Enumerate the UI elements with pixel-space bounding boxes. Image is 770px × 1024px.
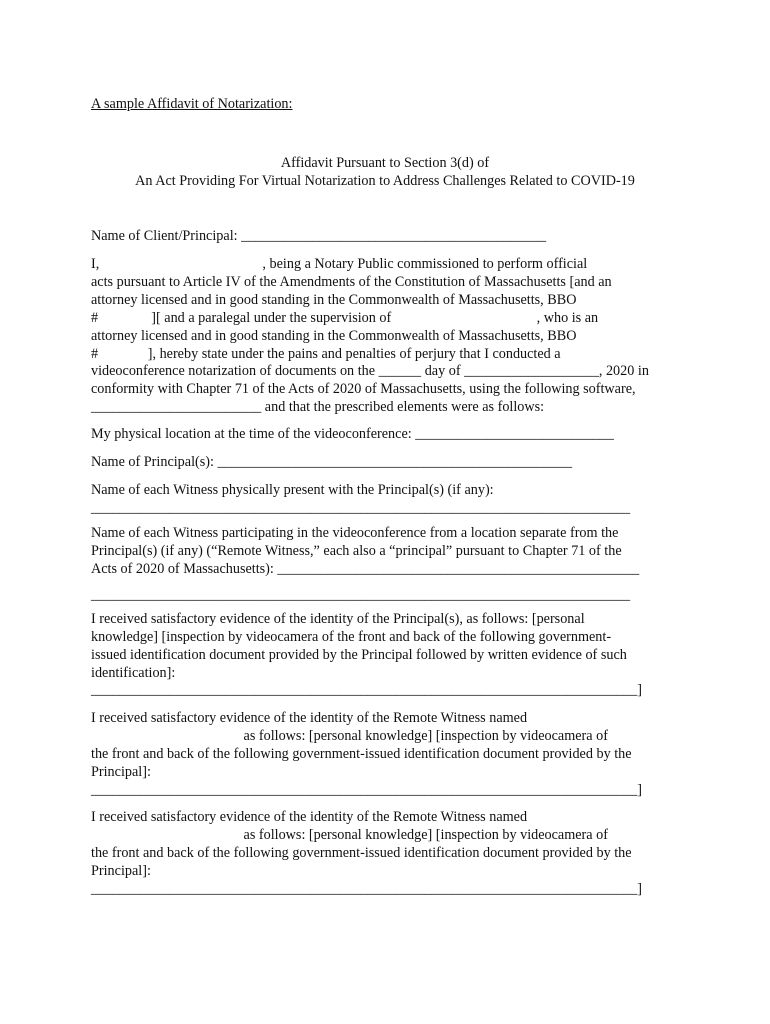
client-name-line: Name of Client/Principal: ___________________________________________ bbox=[91, 228, 547, 244]
paragraph-line: Principal]: bbox=[91, 863, 151, 879]
blank-line: _____________________________________________________________________________] bbox=[91, 782, 642, 798]
paragraph-line: conformity with Chapter 71 of the Acts of 2020 of Massachusetts, using the following software, bbox=[91, 381, 636, 397]
paragraph-line: the front and back of the following government-issued identification document provided by the bbox=[91, 746, 632, 762]
paragraph-line: attorney licensed and in good standing in the Commonwealth of Massachusetts, BBO bbox=[91, 328, 577, 344]
paragraph-line: Principal]: bbox=[91, 764, 151, 780]
paragraph-line: as follows: [personal knowledge] [inspection by videocamera of bbox=[91, 827, 608, 843]
title-line-2: An Act Providing For Virtual Notarization to Address Challenges Related to COVID-19 bbox=[135, 173, 635, 189]
paragraph-line: acts pursuant to Article IV of the Amendments of the Constitution of Massachusetts [and an bbox=[91, 274, 612, 290]
paragraph-line: I, , being a Notary Public commissioned to perform official bbox=[91, 256, 588, 272]
paragraph-line: knowledge] [inspection by videocamera of the front and back of the following government- bbox=[91, 629, 612, 645]
paragraph-line: the front and back of the following government-issued identification document provided by the bbox=[91, 845, 632, 861]
physical-location-line: My physical location at the time of the videoconference: ____________________________ bbox=[91, 426, 614, 442]
paragraph-line: I received satisfactory evidence of the identity of the Remote Witness named bbox=[91, 710, 528, 726]
paragraph-line: identification]: bbox=[91, 665, 176, 681]
paragraph-line: Acts of 2020 of Massachusetts): ___________________________________________________ bbox=[91, 561, 640, 577]
witness-present-label: Name of each Witness physically present with the Principal(s) (if any): bbox=[91, 482, 494, 498]
principals-name-line: Name of Principal(s): __________________________________________________ bbox=[91, 454, 573, 470]
paragraph-line: Name of each Witness participating in the videoconference from a location separate from the bbox=[91, 525, 619, 541]
paragraph-line: attorney licensed and in good standing in the Commonwealth of Massachusetts, BBO bbox=[91, 292, 577, 308]
blank-line: _____________________________________________________________________________] bbox=[91, 881, 642, 897]
paragraph-line: # ][ and a paralegal under the supervision of , who is an bbox=[91, 310, 599, 326]
paragraph-line: videoconference notarization of documents on the ______ day of ___________________, 2020 in bbox=[91, 363, 649, 379]
document-heading: A sample Affidavit of Notarization: bbox=[91, 96, 293, 112]
paragraph-line: I received satisfactory evidence of the identity of the Remote Witness named bbox=[91, 809, 528, 825]
paragraph-line: Principal(s) (if any) (“Remote Witness,” each also a “principal” pursuant to Chapter 71 of the bbox=[91, 543, 622, 559]
blank-line: ____________________________________________________________________________ bbox=[91, 587, 631, 603]
paragraph-line: # ], hereby state under the pains and penalties of perjury that I conducted a bbox=[91, 346, 561, 362]
paragraph-line: I received satisfactory evidence of the identity of the Principal(s), as follows: [personal bbox=[91, 611, 585, 627]
blank-line: _____________________________________________________________________________] bbox=[91, 682, 642, 698]
paragraph-line: as follows: [personal knowledge] [inspection by videocamera of bbox=[91, 728, 608, 744]
paragraph-line: issued identification document provided by the Principal followed by written evidence of such bbox=[91, 647, 627, 663]
paragraph-line: ________________________ and that the prescribed elements were as follows: bbox=[91, 399, 545, 415]
title-line-1: Affidavit Pursuant to Section 3(d) of bbox=[280, 155, 490, 171]
blank-line: ____________________________________________________________________________ bbox=[91, 500, 631, 516]
